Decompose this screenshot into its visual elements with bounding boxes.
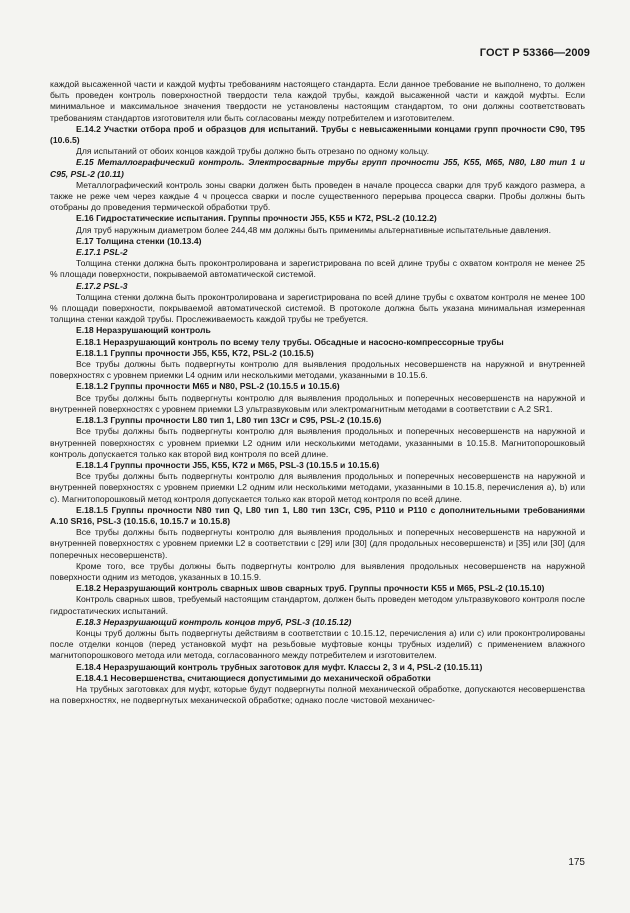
paragraph: Концы труб должны быть подвергнуты действиям в соответствии с 10.15.12, перечисления а) или с) или проконтролированы после отделки концов (перед установкой муфт на резьбовые муфтовые концы трубных изделий) с применением влажного магнитопорошкового метода или метода, согласованного между потребителем и изготовителем. <box>50 627 585 661</box>
section-heading: Е.14.2 Участки отбора проб и образцов для испытаний. Трубы с невысаженными концами групп прочности С90, Т95 (10.6.5) <box>50 123 585 146</box>
document-body <box>50 79 585 706</box>
subsection-heading: Е.18.1.4 Группы прочности J55, K55, K72 и M65, PSL-3 (10.15.5 и 10.15.6) <box>76 459 380 470</box>
subsection-heading: Е.18.4 Неразрушающий контроль трубных заготовок для муфт. Классы 2, 3 и 4, PSL-2 (10.15.11) <box>76 661 483 672</box>
paragraph: На трубных заготовках для муфт, которые будут подвергнуты полной механической обработке, допускаются несовершенства на поверхностях, не подвергнутых механической обработке; однако после чистовой механичес- <box>50 683 585 706</box>
paragraph: Металлографический контроль зоны сварки должен быть проведен в начале процесса сварки для труб каждого размера, а также не реже чем через каждые 4 ч процесса сварки и после существенного перерыва процесса сварки. Пробы должны быть отобраны до проведения термической обработки труб. <box>50 179 585 213</box>
paragraph: каждой высаженной части и каждой муфты требованиям настоящего стандарта. Если данное требование не выполнено, то должен быть проведен контроль поверхностной твердости тела каждой трубы, каждой высаженной части и каждой муфты. Если минимальное и максимальное значения твердости не установлены настоящим стандартом, то они должны соответствовать требованиям стандартов изготовителя или быть согласованы между потребителем и изготовителем. <box>50 79 585 123</box>
subsection-heading: Е.17.1 PSL-2 <box>76 247 128 258</box>
subsection-heading: Е.18.1.3 Группы прочности L80 тип 1, L80 тип 13Cr и С95, PSL-2 (10.15.6) <box>76 415 382 426</box>
paragraph: Для испытаний от обоих концов каждой трубы должно быть отрезано по одному кольцу. <box>76 146 429 157</box>
section-heading: Е.18 Неразрушающий контроль <box>76 325 211 336</box>
subsection-heading: Е.18.1.1 Группы прочности J55, K55, K72, PSL-2 (10.15.5) <box>76 347 314 358</box>
section-heading: Е.17 Толщина стенки (10.13.4) <box>76 235 202 246</box>
paragraph: Все трубы должны быть подвергнуты контролю для выявления продольных и поперечных несовершенств на наружной и внутренней поверхностях с уровнем приемки L2 одним или несколькими методами, указанными в 10.15.8. Магнитопорошковый контроль допускается только как второй вид контроля по всей длине. <box>50 426 585 459</box>
paragraph: Толщина стенки должна быть проконтролирована и зарегистрирована по всей длине трубы с охватом контроля не менее 100 % площади поверхности, покрываемой автоматической системой. В протоколе должна быть указана минимальная измеренная толщина стенки каждой трубы. Прослеживаемость каждой трубы не требуется. <box>50 291 585 325</box>
subsection-heading: Е.18.1 Неразрушающий контроль по всему телу трубы. Обсадные и насосно-компрессорные трубы <box>76 336 504 347</box>
paragraph: Все трубы должны быть подвергнуты контролю для выявления продольных и поперечных несовершенств на наружной и внутренней поверхностях с уровнем приемки L3 ультразвуковым или электромагнитным методами в соответствии с А.2 SR1. <box>50 392 585 414</box>
subsection-heading: Е.18.1.5 Группы прочности N80 тип Q, L80 тип 1, L80 тип 13Cr, С95, P110 и P110 с дополнительными требованиями А.10 SR16, PSL-3 (10.15.6, 10.15.7 и 10.15.8) <box>50 504 585 526</box>
paragraph: Толщина стенки должна быть проконтролирована и зарегистрирована по всей длине трубы с охватом контроля не менее 25 % площади поверхности, покрываемой автоматической системой. <box>50 258 585 280</box>
paragraph: Все трубы должны быть подвергнуты контролю для выявления продольных и поперечных несовершенств на наружной и внутренней поверхностях с уровнем приемки L2 одним или несколькими методами, указанными в 10.15.8, перечисления а), b) или с). Магнитопорошковый метод контроля допускается только как второй метод контроля по всей длине. <box>50 471 585 504</box>
section-heading: Е.16 Гидростатические испытания. Группы прочности J55, K55 и K72, PSL-2 (10.12.2) <box>76 213 437 224</box>
subsection-heading: Е.18.3 Неразрушающий контроль концов труб, PSL-3 (10.15.12) <box>76 616 352 627</box>
paragraph: Для труб наружным диаметром более 244,48 мм должны быть применимы альтернативные испытательные давления. <box>76 224 551 235</box>
paragraph: Кроме того, все трубы должны быть подвергнуты контролю для выявления продольных несовершенств на наружной поверхности одним из методов, указанных в 10.15.9. <box>50 560 585 582</box>
page-number: 175 <box>568 857 585 868</box>
subsection-heading: Е.18.4.1 Несовершенства, считающиеся допустимыми до механической обработки <box>76 672 431 683</box>
subsection-heading: Е.18.1.2 Группы прочности M65 и N80, PSL-2 (10.15.5 и 10.15.6) <box>76 381 340 392</box>
paragraph: Все трубы должны быть подвергнуты контролю для выявления продольных и поперечных несовершенств на наружной и внутренней поверхностях с уровнем приемки L2 в соответствии с [29] или [30] (для продольных несовершенств) и [35] или [30] (для поперечных несовершенств). <box>50 527 585 560</box>
subsection-heading: Е.18.2 Неразрушающий контроль сварных швов сварных труб. Группы прочности K55 и M65, PSL-2 (10.15.10) <box>76 583 545 594</box>
paragraph: Контроль сварных швов, требуемый настоящим стандартом, должен быть проведен методом ультразвукового контроля после гидростатических испытаний. <box>50 594 585 616</box>
document-id-header: ГОСТ Р 53366—2009 <box>479 47 590 59</box>
paragraph: Все трубы должны быть подвергнуты контролю для выявления продольных несовершенств на наружной и внутренней поверхностях с уровнем приемки L4 одним или несколькими методами, указанными в 10.15.6. <box>50 359 585 381</box>
section-heading: Е.15 Металлографический контроль. Электросварные трубы групп прочности J55, K55, M65, N80, L80 тип 1 и С95, PSL-2 (10.11) <box>50 157 585 179</box>
subsection-heading: Е.17.2 PSL-3 <box>76 280 128 291</box>
